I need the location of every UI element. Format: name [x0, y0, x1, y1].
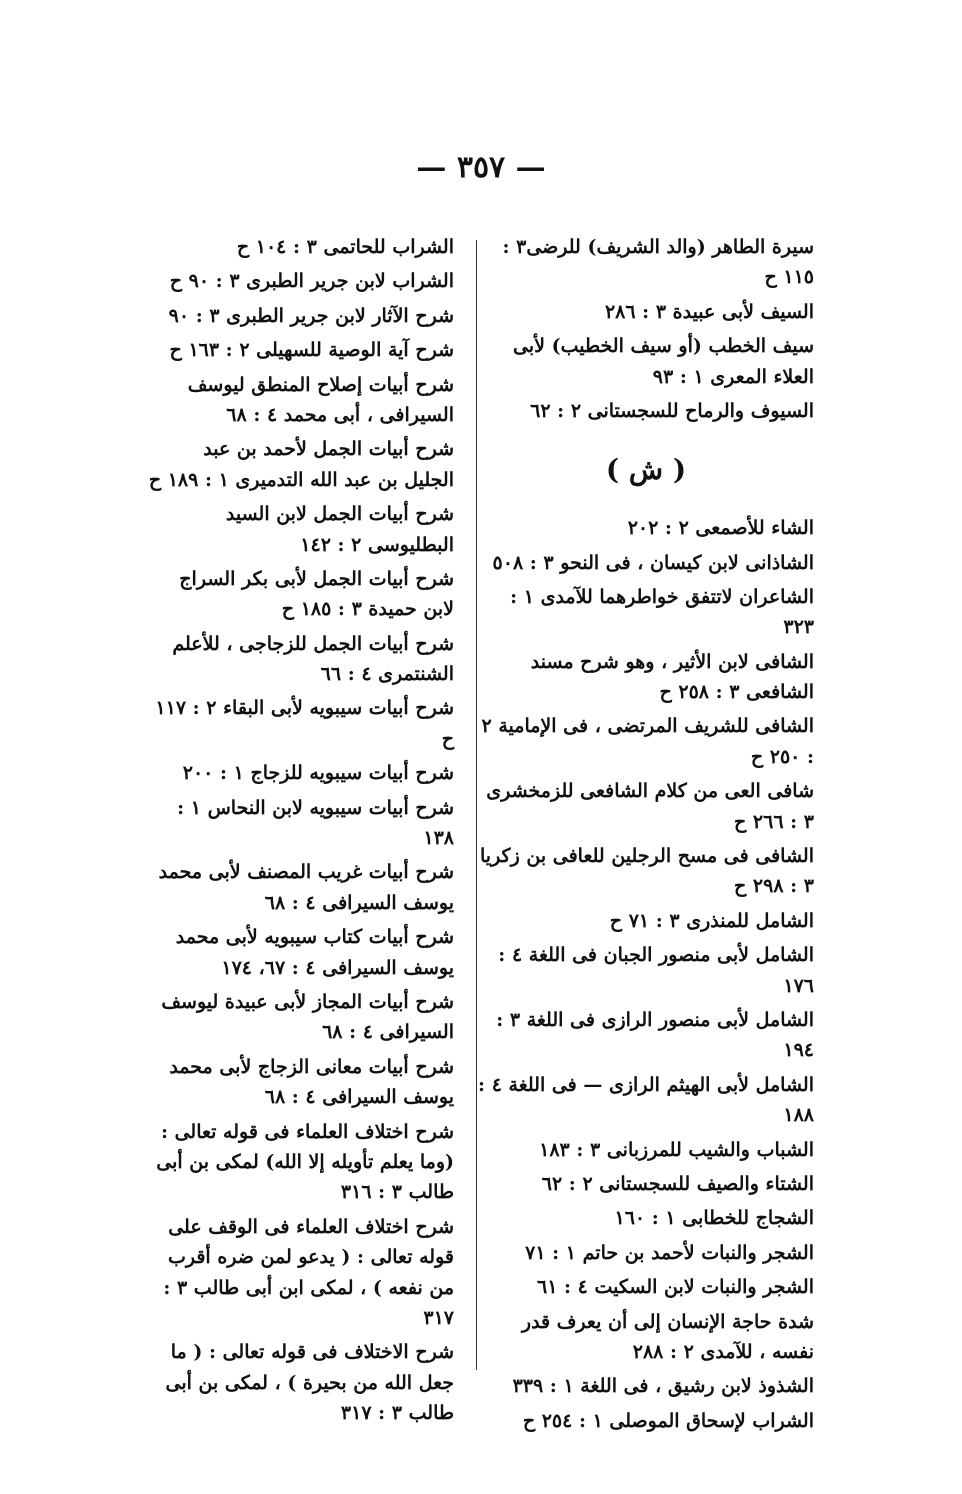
right-column-entry: الشباب والشيب للمرزبانى ٣ : ١٨٣: [539, 1138, 814, 1161]
left-column-entry: شرح أبيات المجاز لأبى عبيدة ليوسف السيرافى ٤ : ٦٨: [161, 990, 454, 1044]
left-column-entry: شرح الاختلاف فى قوله تعالى : ( ما جعل الله من بحيرة ) ، لمكى بن أبى طالب ٣ : ٣١٧: [165, 1341, 454, 1425]
column-divider: [476, 240, 477, 1370]
left-column-entry: شرح أبيات سيبويه لأبى البقاء ٢ : ١١٧ ح: [155, 697, 454, 750]
left-column-entry: شرح أبيات غريب المصنف لأبى محمد يوسف السيرافى ٤ : ٦٨: [158, 861, 454, 914]
left-column-entry: الشراب للحاتمى ٣ : ١٠٤ ح: [236, 236, 454, 258]
right-column-entry: سيف الخطب (أو سيف الخطيب) لأبى العلاء المعرى ١ : ٩٣: [513, 335, 814, 388]
right-column-entry: الشافى لابن الأثير ، وهو شرح مسند الشافعى ٣ : ٢٥٨ ح: [530, 650, 814, 704]
right-column-entry: الشافى للشريف المرتضى ، فى الإمامية ٢ : ٢٥٠ ح: [481, 715, 814, 768]
right-column-entry: الشامل للمنذرى ٣ : ٧١ ح: [609, 909, 814, 932]
left-column-entry: شرح اختلاف العلماء فى قوله تعالى : (وما يعلم تأويله إلا الله) لمكى بن أبى طالب ٣ : ٣١٦: [156, 1120, 454, 1204]
right-column-entry: الشاعران لاتتفق خواطرهما للآمدى ١ : ٣٢٣: [510, 585, 814, 639]
left-column-entry: شرح الآثار لابن جرير الطبرى ٣ : ٩٠: [168, 304, 454, 327]
right-column-entry: سيرة الطاهر (والد الشريف) للرضى٣ : ١١٥ ح: [502, 236, 814, 289]
right-column-entry: الشافى فى مسح الرجلين للعافى بن زكريا ٣ : ٢٩٨ ح: [480, 845, 814, 898]
right-column-entry: الشامل لأبى الهيثم الرازى — فى اللغة ٤ : ١٨٨: [478, 1073, 814, 1127]
left-column-entry: شرح أبيات الجمل للزجاجى ، للأعلم الشنتمرى ٤ : ٦٦: [172, 632, 454, 686]
left-column-entry: شرح أبيات سيبويه للزجاج ١ : ٢٠٠: [182, 762, 454, 785]
left-column-entry: شرح أبيات إصلاح المنطق ليوسف السيرافى ، أبى محمد ٤ : ٦٨: [187, 373, 454, 426]
right-column-entry: الشاء للأصمعى ٢ : ٢٠٢: [627, 517, 814, 540]
right-column-entry: شدة حاجة الإنسان إلى أن يعرف قدر نفسه ، للآمدى ٢ : ٢٨٨: [521, 1310, 814, 1363]
left-column-entry: شرح أبيات معانى الزجاج لأبى محمد يوسف السيرافى ٤ : ٦٨: [169, 1055, 454, 1109]
right-column-entry: الشتاء والصيف للسجستانى ٢ : ٦٢: [541, 1172, 814, 1195]
right-column-entry: الشامل لأبى منصور الرازى فى اللغة ٣ : ١٩٤: [496, 1009, 814, 1062]
page-number: — ٣٥٧ —: [416, 150, 546, 185]
left-column-entry: شرح اختلاف العلماء فى الوقف على قوله تعالى : ( يدعو لمن ضره أقرب من نفعه ) ، لمكى ابن أبى طالب ٣ : ٣١٧: [163, 1215, 454, 1329]
right-column-entry: الشاذانى لابن كيسان ، فى النحو ٣ : ٥٠٨: [492, 551, 814, 574]
right-column-entry: الشامل لأبى منصور الجبان فى اللغة ٤ : ١٧٦: [498, 944, 814, 997]
left-column: [148, 232, 454, 1432]
right-column-entry: الشجر والنبات لأحمد بن حاتم ١ : ٧١: [525, 1241, 814, 1264]
right-column-entry: الشجاج للخطابى ١ : ١٦٠: [614, 1207, 814, 1230]
left-column-entry: شرح أبيات الجمل لأبى بكر السراج لابن حميدة ٣ : ١٨٥ ح: [179, 567, 454, 621]
right-column-entry: السيوف والرماح للسجستانى ٢ : ٦٢: [530, 399, 814, 422]
right-column-entry: الشراب لإسحاق الموصلى ١ : ٢٥٤ ح: [522, 1409, 814, 1432]
left-column-entry: شرح أبيات الجمل لابن السيد البطليوسى ٢ : ١٤٢: [225, 503, 454, 556]
left-column-entry: شرح أبيات الجمل لأحمد بن عبد الجليل بن عبد الله التدميرى ١ : ١٨٩ ح: [148, 438, 454, 491]
right-column-entry: السيف لأبى عبيدة ٣ : ٢٨٦: [604, 300, 814, 323]
left-column-entry: شرح أبيات كتاب سيبويه لأبى محمد يوسف السيرافى ٤ : ٦٧، ١٧٤: [175, 926, 454, 979]
left-column-entry: شرح آية الوصية للسهيلى ٢ : ١٦٣ ح: [169, 339, 454, 362]
right-column: [478, 232, 814, 1440]
right-column-entry: الشجر والنبات لابن السكيت ٤ : ٦١: [537, 1276, 814, 1299]
right-column-entry: الشذوذ لابن رشيق ، فى اللغة ١ : ٣٣٩: [512, 1375, 814, 1398]
left-column-entry: شرح أبيات سيبويه لابن النحاس ١ : ١٣٨: [177, 796, 454, 850]
right-column-entry: شافى العى من كلام الشافعى للزمخشرى ٣ : ٢٦٦ ح: [486, 780, 814, 833]
section-heading: ( ش ): [605, 453, 687, 487]
left-column-entry: الشراب لابن جرير الطبرى ٣ : ٩٠ ح: [169, 270, 454, 293]
